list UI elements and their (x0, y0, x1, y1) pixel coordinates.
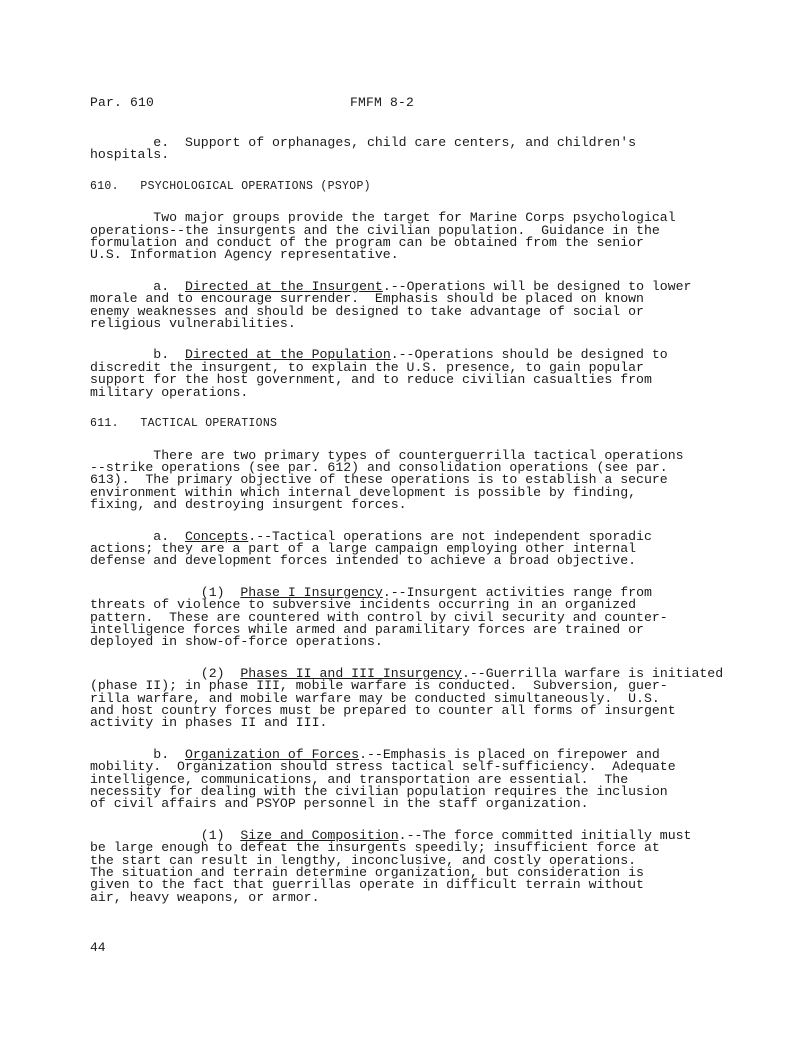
paragraph-line: Two major groups provide the target for Marine Corps psychological (90, 210, 676, 226)
paragraph-first-text: .--Tactical operations are not independent sporadic (248, 528, 652, 544)
paragraph-label: (2) (90, 665, 241, 681)
titled-paragraph (90, 746, 690, 812)
paragraph-line: necessity for dealing with the civilian population requires the inclusion (90, 784, 668, 800)
titled-paragraph (90, 349, 690, 399)
paragraph-label: b. (90, 347, 185, 363)
titled-paragraph (90, 584, 690, 650)
paragraph-line: given to the fact that guerrillas operate in difficult terrain without (90, 877, 644, 893)
paragraph-line: rilla warfare, and mobile warfare may be conducted simultaneously. U.S. (90, 690, 660, 706)
paragraph-line: be large enough to defeat the insurgents speedily; insufficient force at (90, 840, 660, 856)
paragraph-label: a. (90, 278, 185, 294)
paragraph-label: b. (90, 746, 185, 762)
paragraph-line: There are two primary types of counterguerrilla tactical operations (90, 447, 684, 463)
paragraph-first-text: .--Insurgent activities range from (382, 584, 652, 600)
paragraph-first-text: .--Operations will be designed to lower (382, 278, 692, 294)
header-manual-id: FMFM 8-2 (350, 95, 415, 110)
paragraph-label: (1) (90, 584, 241, 600)
paragraph (90, 447, 690, 513)
paragraph-line: morale and to encourage surrender. Emphasis should be placed on known (90, 291, 644, 307)
paragraph-line: mobility. Organization should stress tactical self-sufficiency. Adequate (90, 759, 676, 775)
paragraph-title: Phases II and III Insurgency (240, 665, 462, 681)
paragraph-first-text: .--Emphasis is placed on firepower and (359, 746, 660, 762)
paragraph-line: military operations. (90, 384, 249, 400)
paragraph-line: intelligence forces while armed and paramilitary forces are trained or (90, 621, 644, 637)
paragraph-title: Concepts (184, 528, 249, 544)
titled-paragraph (90, 528, 690, 569)
paragraph-line: of civil affairs and PSYOP personnel in the staff organization. (90, 796, 589, 812)
paragraph (90, 212, 690, 262)
titled-paragraph (90, 827, 692, 905)
section-heading (90, 418, 690, 430)
paragraph-line: e. Support of orphanages, child care centers, and children's (90, 135, 637, 150)
paragraph-line: discredit the insurgent, to explain the U.S. presence, to gain popular (90, 359, 644, 375)
paragraph-first-text: .--The force committed initially must (398, 827, 692, 843)
paragraph-line: defense and development forces intended to achieve a broad objective. (90, 553, 637, 569)
paragraph-label: a. (90, 528, 185, 544)
paragraph-title: Size and Composition (240, 827, 399, 843)
section-heading-text: 611. TACTICAL OPERATIONS (90, 417, 278, 431)
paragraph-line: intelligence, communications, and transportation are essential. The (90, 771, 629, 787)
paragraph-line: air, heavy weapons, or armor. (90, 889, 320, 905)
paragraph-line: pattern. These are countered with control by civil security and counter- (90, 609, 668, 625)
paragraph-line: and host country forces must be prepared to counter all forms of insurgent (90, 703, 676, 718)
paragraph-first-text: .--Operations should be designed to (390, 347, 668, 363)
paragraph-label: (1) (90, 827, 241, 843)
header-paragraph-ref: Par. 610 (90, 95, 155, 110)
paragraph-line: --strike operations (see par. 612) and consolidation operations (see par. (90, 459, 668, 475)
paragraph-line: threats of violence to subversive incidents occurring in an organized (90, 597, 637, 613)
paragraph-line: 613). The primary objective of these operations is to establish a secure (90, 472, 668, 488)
paragraph-line: formulation and conduct of the program can be obtained from the senior (90, 235, 644, 251)
titled-paragraph (90, 665, 724, 731)
page-number: 44 (90, 940, 106, 955)
paragraph-line: (phase II); in phase III, mobile warfare is conducted. Subversion, guer- (90, 678, 668, 694)
paragraph-line: deployed in show-of-force operations. (90, 634, 383, 650)
paragraph-line: The situation and terrain determine organization, but consideration is (90, 865, 644, 881)
paragraph-line: U.S. Information Agency representative. (90, 247, 399, 263)
paragraph-first-text: .--Guerrilla warfare is initiated (461, 665, 724, 681)
paragraph-line: fixing, and destroying insurgent forces. (90, 497, 407, 513)
paragraph-line: activity in phases II and III. (90, 715, 328, 731)
section-heading (90, 181, 690, 193)
section-heading-text: 610. PSYCHOLOGICAL OPERATIONS (PSYOP) (90, 179, 371, 193)
paragraph-line: support for the host government, and to reduce civilian casualties from (90, 372, 652, 388)
paragraph-line: operations--the insurgents and the civilian population. Guidance in the (90, 222, 660, 238)
paragraph-title: Phase I Insurgency (240, 584, 383, 600)
document-body (90, 135, 724, 923)
paragraph (90, 137, 690, 162)
paragraph-line: the start can result in lengthy, inconclusive, and costly operations. (90, 852, 637, 868)
paragraph-title: Directed at the Population (184, 347, 391, 363)
titled-paragraph (90, 278, 692, 332)
paragraph-title: Directed at the Insurgent (184, 278, 383, 294)
paragraph-line: religious vulnerabilities. (90, 316, 296, 332)
paragraph-title: Organization of Forces (184, 746, 360, 762)
paragraph-line: hospitals. (90, 147, 170, 163)
paragraph-line: actions; they are a part of a large campaign employing other internal (90, 540, 637, 556)
paragraph-line: environment within which internal development is possible by finding, (90, 484, 637, 500)
paragraph-line: enemy weaknesses and should be designed to take advantage of social or (90, 303, 644, 319)
